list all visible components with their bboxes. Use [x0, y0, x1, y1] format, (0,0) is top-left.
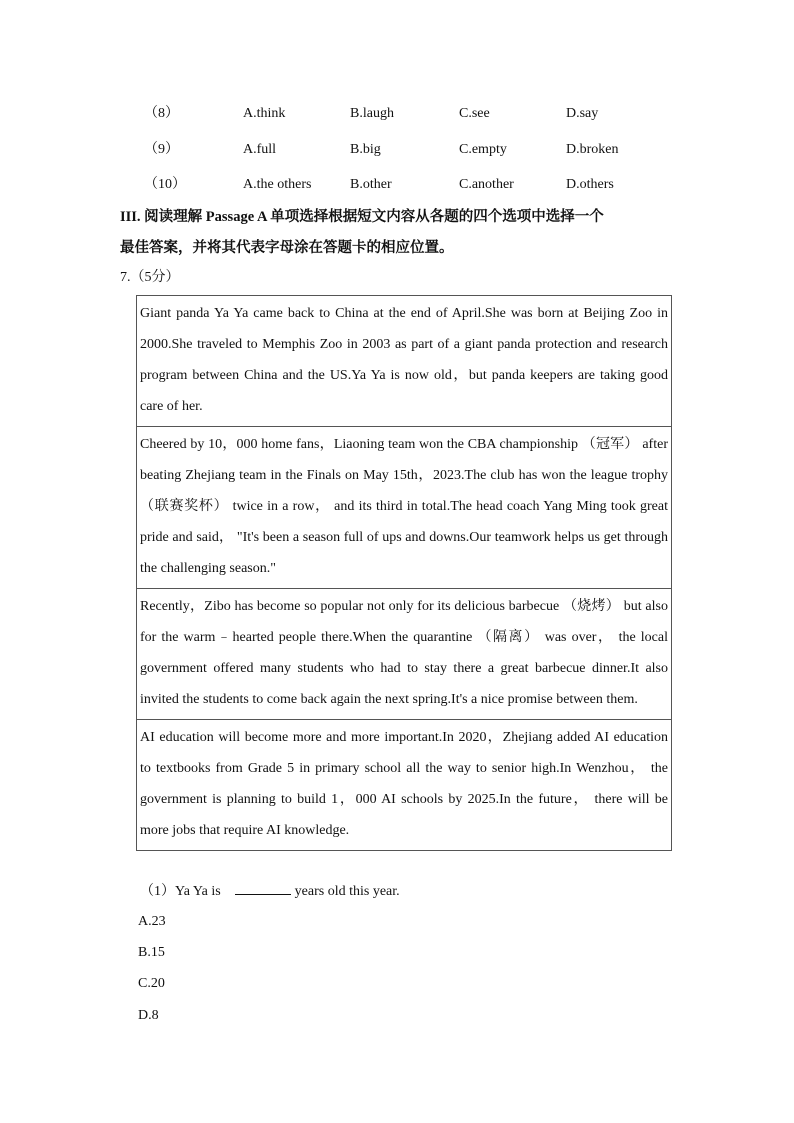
question-number: （10） [144, 177, 186, 192]
sub-question-1 [140, 880, 400, 902]
option-d: D.say [566, 106, 599, 121]
option-d: D.broken [566, 142, 619, 157]
passage-cell-ai: AI education will become more and more important.In 2020，Zhejiang added AI education to textbooks from Grade 5 in primary school all the way to senior high.In Wenzhou， the government is planning to build 1，000 AI schools by 2025.In the future， there will be more jobs that require AI knowledge. [140, 730, 668, 838]
question-prefix: （1）Ya Ya is [140, 884, 221, 899]
option-a: A.the others [243, 177, 312, 192]
option-b: B.other [350, 177, 392, 192]
passage-cell-panda: Giant panda Ya Ya came back to China at the end of April.She was born at Beijing Zoo in 2000.She traveled to Memphis Zoo in 2003 as part of a giant panda protection and research program between China and the US.Ya Ya is now old，but panda keepers are taking good care of her. [137, 296, 671, 427]
passage-cell-zibo: Recently，Zibo has become so popular not only for its delicious barbecue （烧烤） but also for the warm﹣hearted people there.When the quarantine （隔离） was over， the local government offered many students who had to stay there a great barbecue dinner.It also invited the students to come back again the next spring.It's a nice promise between them. [137, 589, 671, 720]
option-c: C.another [459, 177, 514, 192]
section-heading-line-2: 最佳答案，并将其代表字母涂在答题卡的相应位置。 [120, 240, 454, 256]
choice-c[interactable]: C.20 [138, 976, 165, 991]
question-number: （8） [144, 106, 179, 121]
passage-cell-cba: Cheered by 10，000 home fans，Liaoning team won the CBA championship （冠军） after beating Zhejiang team in the Finals on May 15th，2023.The club has won the league trophy （联赛奖杯） twice in a row， and its third in total.The head coach Yang Ming took great pride and said， "It's been a season full of ups and downs.Our teamwork helps us get through the challenging season." [137, 427, 671, 589]
question-number-heading: 7.（5分） [120, 270, 180, 285]
choice-d[interactable]: D.8 [138, 1008, 159, 1023]
choice-b[interactable]: B.15 [138, 945, 165, 960]
option-a: A.full [243, 142, 277, 157]
choice-a[interactable]: A.23 [138, 914, 166, 929]
option-c: C.empty [459, 142, 507, 157]
question-suffix: years old this year. [294, 884, 400, 899]
answer-blank[interactable] [235, 880, 291, 895]
option-d: D.others [566, 177, 614, 192]
option-b: B.big [350, 142, 381, 157]
passage-table [136, 295, 672, 851]
option-b: B.laugh [350, 106, 394, 121]
option-c: C.see [459, 106, 490, 121]
section-heading [120, 202, 680, 264]
option-a: A.think [243, 106, 286, 121]
question-number: （9） [144, 142, 179, 157]
section-heading-line-1: III. 阅读理解 Passage A 单项选择根据短文内容从各题的四个选项中选择一个 [120, 209, 604, 225]
